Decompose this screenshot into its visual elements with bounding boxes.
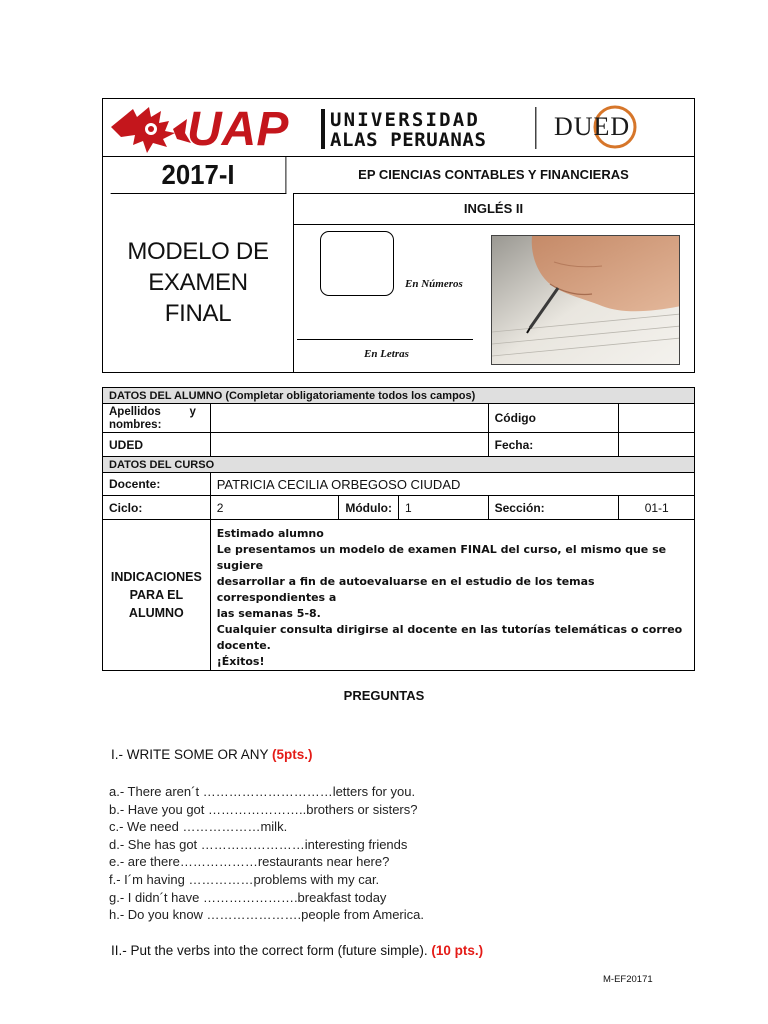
section2-title-text: II.- Put the verbs into the correct form (future simple). <box>111 943 428 958</box>
logo-separator <box>321 109 325 149</box>
indications-label <box>103 520 211 671</box>
university-name-line1: UNIVERSIDAD <box>330 109 481 131</box>
module-value: 1 <box>399 496 489 520</box>
student-data-table <box>102 387 695 671</box>
indications-label-line2: PARA EL <box>129 588 184 602</box>
grade-letters-line[interactable] <box>297 339 473 340</box>
question-item: b.- Have you got …………………..brothers or sisters? <box>109 801 418 817</box>
footer-code: M-EF20171 <box>603 974 653 985</box>
names-label-line2: nombres: <box>109 419 162 431</box>
questions-heading: PREGUNTAS <box>343 688 425 703</box>
grade-area <box>293 224 694 372</box>
code-label: Código <box>488 404 619 433</box>
grade-numbers-label: En Números <box>405 278 463 290</box>
course-section-title: DATOS DEL CURSO <box>103 457 695 473</box>
exam-type-line2: EXAMEN <box>148 269 248 296</box>
exam-type <box>103 193 294 372</box>
teacher-label: Docente: <box>103 473 211 496</box>
university-name-line2: ALAS PERUANAS <box>330 129 487 151</box>
question-item: h.- Do you know ………………….people from America. <box>109 907 424 923</box>
indications-line6: ¡Éxitos! <box>216 655 265 668</box>
grade-letters-label: En Letras <box>364 348 409 360</box>
eagle-icon <box>111 107 191 153</box>
question-item: e.- are there………………restaurants near here? <box>109 854 390 870</box>
question-item: f.- I´m having ……………problems with my car. <box>109 871 380 887</box>
section-value: 01-1 <box>619 496 695 520</box>
section2-title <box>111 943 483 958</box>
exam-type-line3: FINAL <box>164 300 232 327</box>
dued-separator <box>535 107 537 149</box>
indications-line1: Le presentamos un modelo de examen FINAL del curso, el mismo que se sugiere <box>216 543 667 572</box>
question-item: a.- There aren´t …………………………letters for you. <box>109 784 416 799</box>
uded-field[interactable] <box>210 433 488 457</box>
question-item: d.- She has got ……………………interesting friends <box>109 836 408 852</box>
career-name: EP CIENCIAS CONTABLES Y FINANCIERAS <box>293 156 694 194</box>
hand-writing-with-pen-photo <box>491 235 680 365</box>
indications-line2: desarrollar a fin de autoevaluarse en el estudio de los temas correspondientes a <box>216 575 595 604</box>
question-item: g.- I didn´t have ………………….breakfast today <box>109 889 387 905</box>
indications-line3: las semanas 5-8. <box>216 607 321 620</box>
uap-logo-banner <box>103 99 694 156</box>
grade-number-box[interactable] <box>320 231 394 296</box>
indications-label-line3: ALUMNO <box>128 606 184 620</box>
date-label: Fecha: <box>488 433 619 457</box>
dued-logo-text: DUED <box>554 112 631 141</box>
module-label: Módulo: <box>339 496 399 520</box>
student-section-title: DATOS DEL ALUMNO (Completar obligatoriamente todos los campos) <box>103 388 695 404</box>
indications-line5: docente. <box>216 639 271 652</box>
exam-year: 2017-I <box>111 156 287 194</box>
cycle-label: Ciclo: <box>103 496 211 520</box>
indications-text <box>210 520 694 671</box>
indications-title: Estimado alumno <box>216 527 324 540</box>
exam-type-line1: MODELO DE <box>127 238 269 265</box>
date-field[interactable] <box>619 433 695 457</box>
uap-letters: UAP <box>187 103 289 156</box>
names-label-line1: Apellidos y <box>109 406 196 418</box>
section2-points: (10 pts.) <box>431 943 484 958</box>
indications-label-line1: INDICACIONES <box>110 570 202 584</box>
section1-points: (5pts.) <box>272 747 313 762</box>
course-name: INGLÉS II <box>293 193 694 225</box>
uded-label: UDED <box>103 433 211 457</box>
exam-header <box>102 98 695 373</box>
section1-title <box>111 747 313 762</box>
code-field[interactable] <box>619 404 695 433</box>
logo-row <box>103 99 694 157</box>
question-item: c.- We need ………………milk. <box>109 819 288 835</box>
question-list <box>109 783 424 924</box>
section-label: Sección: <box>488 496 619 520</box>
indications-line4: Cualquier consulta dirigirse al docente en las tutorías telemáticas o correo <box>216 623 683 636</box>
cycle-value: 2 <box>210 496 339 520</box>
teacher-value: PATRICIA CECILIA ORBEGOSO CIUDAD <box>210 473 694 496</box>
section1-title-text: I.- WRITE SOME OR ANY <box>111 747 269 762</box>
names-field[interactable] <box>210 404 488 433</box>
